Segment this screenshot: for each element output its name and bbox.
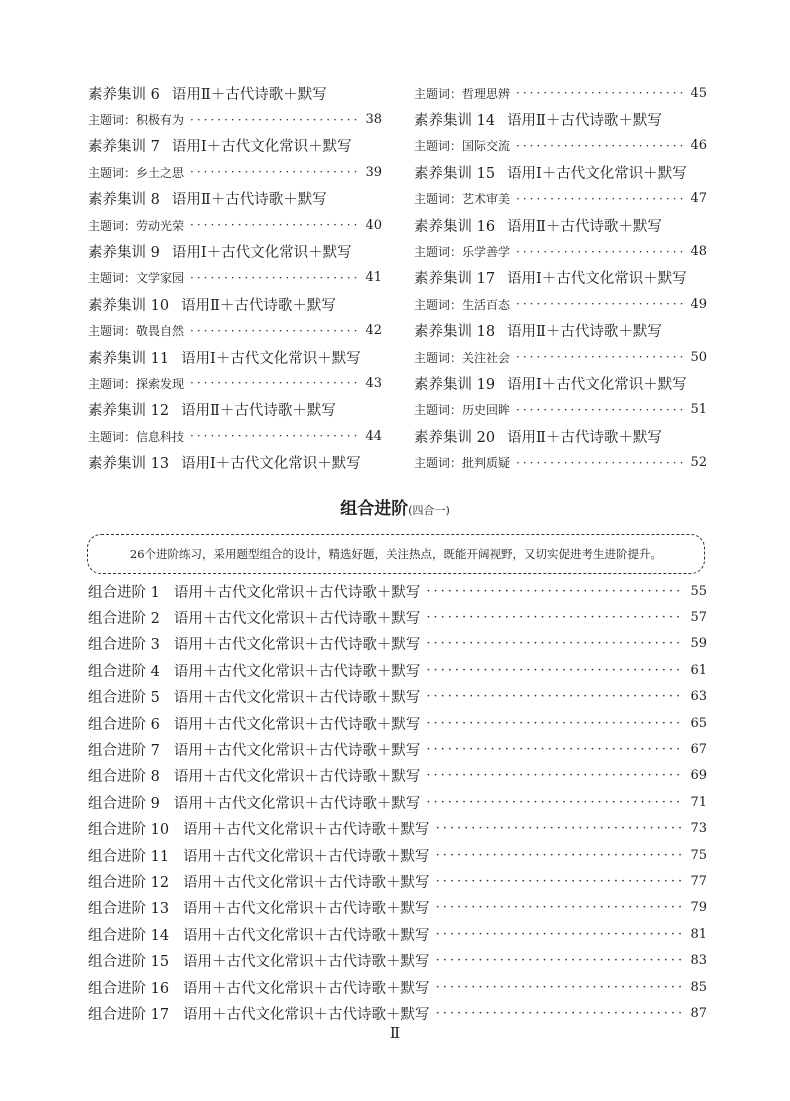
toc-section-row[interactable]: 素养集训 19 语用Ⅰ＋古代文化常识＋默写 [414, 376, 687, 393]
toc-topic-row[interactable]: 主题词：积极有为 ····· 38 [88, 106, 382, 132]
leader-dots [426, 663, 684, 678]
leader-dots [426, 689, 684, 704]
toc-right-column [414, 80, 707, 476]
toc-section-row[interactable]: 素养集训 11 语用Ⅰ＋古代文化常识＋默写 [88, 350, 361, 367]
leader-dots [516, 139, 684, 153]
leader-dots [436, 821, 685, 836]
toc-section-row[interactable]: 素养集训 13 语用Ⅰ＋古代文化常识＋默写 [88, 456, 361, 473]
toc-topic-row[interactable]: 主题词：批判质疑 ····· 52 [414, 449, 707, 475]
leader-dots [426, 636, 684, 651]
combo-list [88, 578, 707, 1027]
leader-dots [426, 742, 684, 757]
toc-topic-row[interactable]: 主题词：乡土之思 ····· 39 [88, 159, 382, 185]
combo-row[interactable]: 组合进阶 3 语用＋古代文化常识＋古代诗歌＋默写 ····· 59 [88, 631, 707, 657]
leader-dots [426, 716, 684, 731]
toc-topic-row[interactable]: 主题词：生活百态 ····· 49 [414, 291, 707, 317]
toc-topic-row[interactable]: 主题词：艺术审美 ····· 47 [414, 186, 707, 212]
leader-dots [436, 1006, 685, 1021]
intro-text: 26个进阶练习，采用题型组合的设计，精选好题，关注热点，既能开阔视野，又切实促进考生进阶提升。 [129, 547, 663, 561]
leader-dots [436, 848, 685, 863]
toc-topic-row[interactable]: 主题词：文学家园 ····· 41 [88, 265, 382, 291]
toc-section-row[interactable]: 素养集训 8 语用Ⅱ＋古代诗歌＋默写 [88, 192, 327, 209]
toc-left-column [88, 80, 382, 476]
toc-topic-row[interactable]: 主题词：历史回眸 ····· 51 [414, 397, 707, 423]
leader-dots [190, 429, 359, 443]
toc-section-row[interactable]: 素养集训 12 语用Ⅱ＋古代诗歌＋默写 [88, 403, 336, 420]
combo-row[interactable]: 组合进阶 14 语用＋古代文化常识＋古代诗歌＋默写 ····· 81 [88, 921, 707, 947]
combo-row[interactable]: 组合进阶 6 语用＋古代文化常识＋古代诗歌＋默写 ····· 65 [88, 710, 707, 736]
leader-dots [516, 350, 684, 364]
combo-row[interactable]: 组合进阶 9 语用＋古代文化常识＋古代诗歌＋默写 ····· 71 [88, 789, 707, 815]
toc-section-row[interactable]: 素养集训 15 语用Ⅰ＋古代文化常识＋默写 [414, 165, 687, 182]
section-subtitle: (四合一) [408, 504, 450, 517]
toc-topic-row[interactable]: 主题词：国际交流 ····· 46 [414, 133, 707, 159]
combo-row[interactable]: 组合进阶 13 语用＋古代文化常识＋古代诗歌＋默写 ····· 79 [88, 895, 707, 921]
leader-dots [516, 297, 684, 311]
page-number: Ⅱ [389, 1024, 401, 1042]
combo-row[interactable]: 组合进阶 1 语用＋古代文化常识＋古代诗歌＋默写 ····· 55 [88, 578, 707, 604]
combo-row[interactable]: 组合进阶 10 语用＋古代文化常识＋古代诗歌＋默写 ····· 73 [88, 816, 707, 842]
leader-dots [436, 953, 685, 968]
leader-dots [516, 245, 684, 259]
toc-section-row[interactable]: 素养集训 14 语用Ⅱ＋古代诗歌＋默写 [414, 113, 662, 130]
toc-topic-row[interactable]: 主题词：关注社会 ····· 50 [414, 344, 707, 370]
toc-section-row[interactable]: 素养集训 7 语用Ⅰ＋古代文化常识＋默写 [88, 139, 352, 156]
toc-topic-row[interactable]: 主题词：敬畏自然 ····· 42 [88, 318, 382, 344]
leader-dots [190, 165, 359, 179]
toc-topic-row[interactable]: 主题词：哲理思辨 ····· 45 [414, 80, 707, 106]
combo-row[interactable]: 组合进阶 8 语用＋古代文化常识＋古代诗歌＋默写 ····· 69 [88, 763, 707, 789]
leader-dots [426, 768, 684, 783]
section-heading [0, 494, 790, 519]
leader-dots [436, 980, 685, 995]
toc-section-row[interactable]: 素养集训 17 语用Ⅰ＋古代文化常识＋默写 [414, 271, 687, 288]
toc-section-row[interactable]: 素养集训 10 语用Ⅱ＋古代诗歌＋默写 [88, 297, 336, 314]
toc-section-row[interactable]: 素养集训 9 语用Ⅰ＋古代文化常识＋默写 [88, 245, 352, 262]
leader-dots [190, 113, 359, 127]
leader-dots [426, 795, 684, 810]
toc-topic-row[interactable]: 主题词：信息科技 ····· 44 [88, 423, 382, 449]
combo-row[interactable]: 组合进阶 7 语用＋古代文化常识＋古代诗歌＋默写 ····· 67 [88, 736, 707, 762]
leader-dots [516, 192, 684, 206]
leader-dots [516, 456, 684, 470]
toc-topic-row[interactable]: 主题词：探索发现 ····· 43 [88, 370, 382, 396]
combo-row[interactable]: 组合进阶 12 语用＋古代文化常识＋古代诗歌＋默写 ····· 77 [88, 868, 707, 894]
leader-dots [516, 403, 684, 417]
leader-dots [436, 874, 685, 889]
leader-dots [426, 610, 684, 625]
toc-section-row[interactable]: 素养集训 16 语用Ⅱ＋古代诗歌＋默写 [414, 218, 662, 235]
leader-dots [516, 86, 684, 100]
leader-dots [190, 324, 359, 338]
combo-row[interactable]: 组合进阶 5 语用＋古代文化常识＋古代诗歌＋默写 ····· 63 [88, 684, 707, 710]
leader-dots [190, 271, 359, 285]
combo-row[interactable]: 组合进阶 17 语用＋古代文化常识＋古代诗歌＋默写 ····· 87 [88, 1000, 707, 1026]
leader-dots [426, 584, 684, 599]
combo-row[interactable]: 组合进阶 4 语用＋古代文化常识＋古代诗歌＋默写 ····· 61 [88, 657, 707, 683]
toc-section-row[interactable]: 素养集训 6 语用Ⅱ＋古代诗歌＋默写 [88, 86, 327, 103]
leader-dots [190, 376, 359, 390]
combo-row[interactable]: 组合进阶 15 语用＋古代文化常识＋古代诗歌＋默写 ····· 83 [88, 947, 707, 973]
section-title: 组合进阶 [340, 499, 409, 519]
leader-dots [436, 927, 685, 942]
toc-topic-row[interactable]: 主题词：乐学善学 ····· 48 [414, 238, 707, 264]
combo-row[interactable]: 组合进阶 16 语用＋古代文化常识＋古代诗歌＋默写 ····· 85 [88, 974, 707, 1000]
leader-dots [190, 218, 359, 232]
toc-section-row[interactable]: 素养集训 20 语用Ⅱ＋古代诗歌＋默写 [414, 429, 662, 446]
toc-section-row[interactable]: 素养集训 18 语用Ⅱ＋古代诗歌＋默写 [414, 324, 662, 341]
intro-box [87, 534, 705, 574]
leader-dots [436, 900, 685, 915]
toc-topic-row[interactable]: 主题词：劳动光荣 ····· 40 [88, 212, 382, 238]
combo-row[interactable]: 组合进阶 11 语用＋古代文化常识＋古代诗歌＋默写 ····· 75 [88, 842, 707, 868]
combo-row[interactable]: 组合进阶 2 语用＋古代文化常识＋古代诗歌＋默写 ····· 57 [88, 604, 707, 630]
